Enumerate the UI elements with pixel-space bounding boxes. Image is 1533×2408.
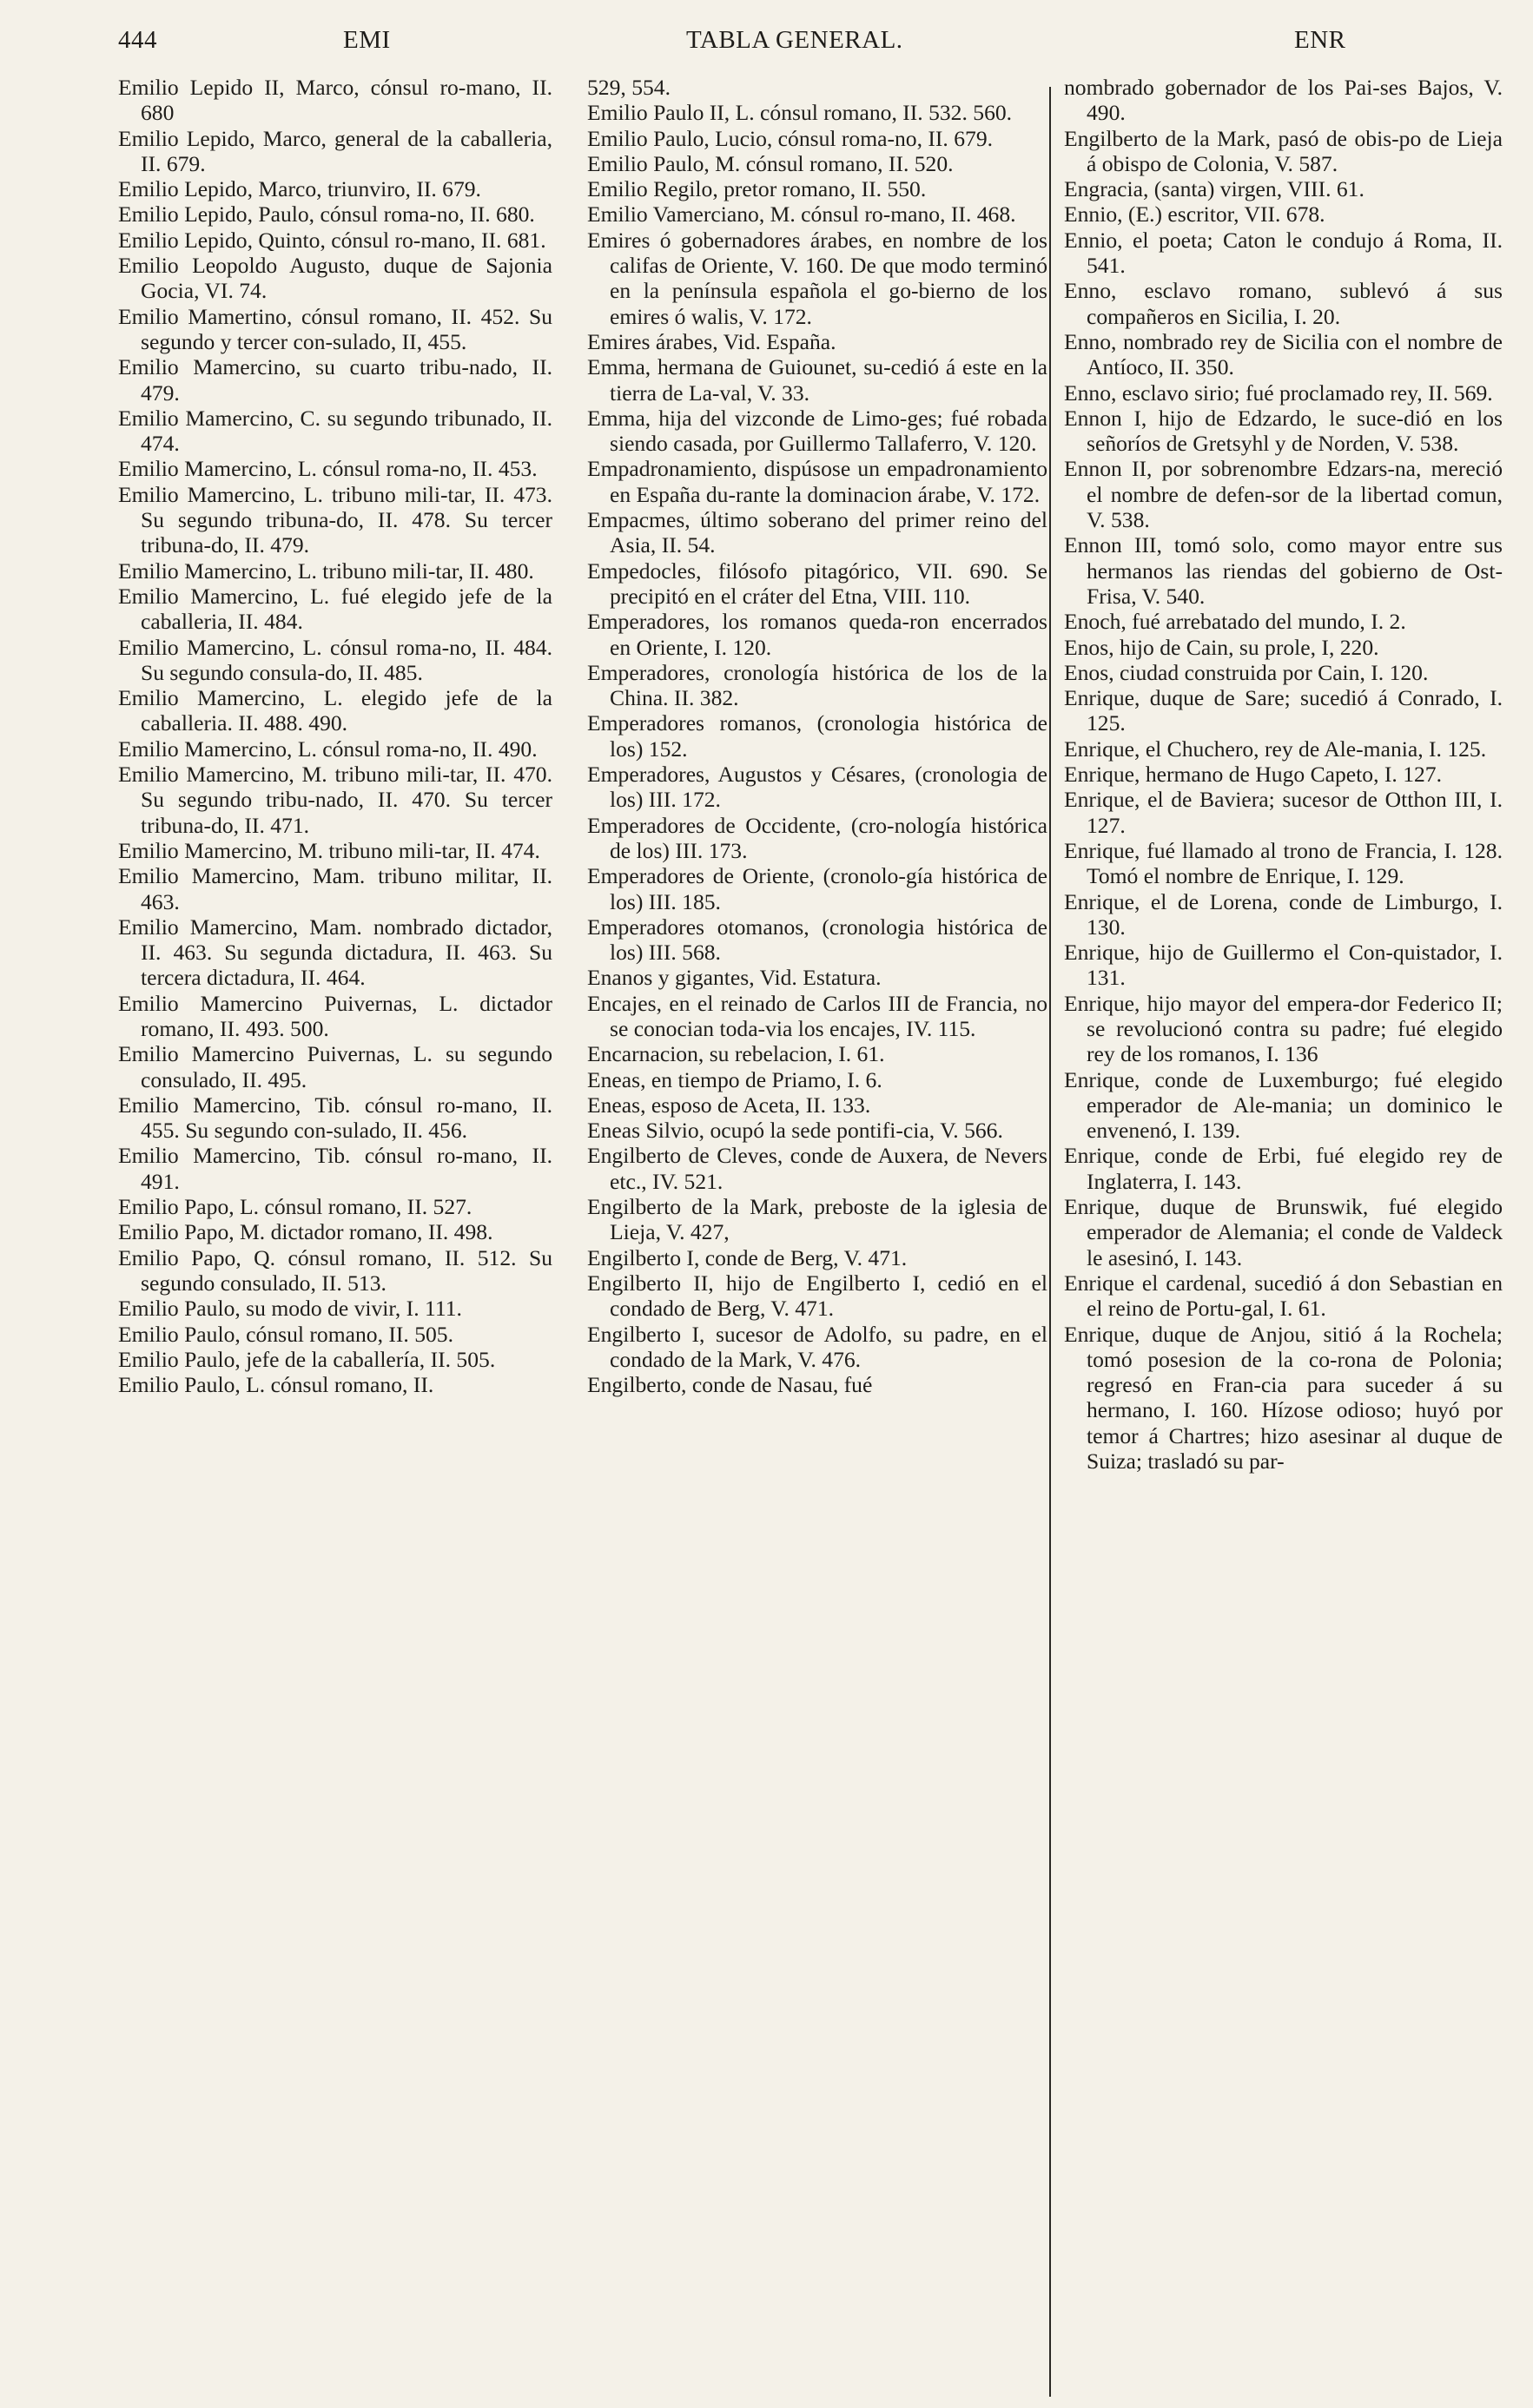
page-title: TABLA GENERAL. xyxy=(686,26,903,54)
index-entry: Emires árabes, Vid. España. xyxy=(587,328,836,354)
index-entry: Engilberto de la Mark, pasó de obis-po de Lieja á obispo de Colonia, V. 587. xyxy=(1064,125,1503,176)
index-entry: Encajes, en el reinado de Carlos III de Francia, no se conocian toda-via los encajes, IV. 115. xyxy=(587,990,1047,1041)
index-entry: Emperadores, los romanos queda-ron encerrados en Oriente, I. 120. xyxy=(587,609,1047,660)
index-entry: Emilio Papo, M. dictador romano, II. 498. xyxy=(118,1219,493,1245)
index-entry: Emilio Mamercino, Tib. cónsul ro-mano, II. 491. xyxy=(118,1143,552,1194)
index-entry: Emilio Mamercino, Mam. tribuno militar, II. 463. xyxy=(118,863,552,914)
index-entry: Eneas Silvio, ocupó la sede pontifi-cia, V. 566. xyxy=(587,1118,1003,1144)
index-entry: Emperadores de Oriente, (cronolo-gía histórica de los) III. 185. xyxy=(587,863,1047,914)
index-entry: Enrique, conde de Luxemburgo; fué elegido emperador de Ale-mania; un dominico le envenenó, I. 139. xyxy=(1064,1066,1503,1144)
index-entry: Emperadores, Augustos y Césares, (cronologia de los) III. 172. xyxy=(587,762,1047,813)
index-entry: Enno, esclavo romano, sublevó á sus compañeros en Sicilia, I. 20. xyxy=(1064,278,1503,329)
index-entry: Emilio Regilo, pretor romano, II. 550. xyxy=(587,176,927,202)
index-entry: Engracia, (santa) virgen, VIII. 61. xyxy=(1064,176,1365,202)
index-entry: Emilio Mamercino, Tib. cónsul ro-mano, II. 455. Su segundo con-sulado, II. 456. xyxy=(118,1092,552,1144)
index-entry: Enrique, el Chuchero, rey de Ale-mania, I. 125. xyxy=(1064,736,1487,762)
index-entry: Engilberto de Cleves, conde de Auxera, de Nevers etc., IV. 521. xyxy=(587,1143,1047,1194)
index-entry: Emilio Paulo, cónsul romano, II. 505. xyxy=(118,1321,453,1347)
index-entry: 529, 554. xyxy=(587,75,671,100)
index-entry: Emilio Mamercino, L. tribuno mili-tar, II. 473. Su segundo tribuna-do, II. 478. Su tercer tribuna-do, II. 479. xyxy=(118,481,552,558)
index-entry: Engilberto de la Mark, preboste de la iglesia de Lieja, V. 427, xyxy=(587,1194,1047,1245)
index-entry: Enos, ciudad construida por Cain, I. 120. xyxy=(1064,659,1429,685)
index-entry: Enrique, conde de Erbi, fué elegido rey de Inglaterra, I. 143. xyxy=(1064,1143,1503,1194)
index-entry: Emilio Paulo, Lucio, cónsul roma-no, II. 679. xyxy=(587,125,994,151)
index-entry: Ennon II, por sobrenombre Edzars-na, mereció el nombre de defen-sor de la libertad comun, V. 538. xyxy=(1064,456,1503,533)
index-entry: Emilio Lepido, Marco, general de la caballeria, II. 679. xyxy=(118,125,552,176)
index-entry: Engilberto II, hijo de Engilberto I, cedió en el condado de Berg, V. 471. xyxy=(587,1270,1047,1322)
index-entry: Eneas, esposo de Aceta, II. 133. xyxy=(587,1092,871,1118)
index-entry: Emilio Papo, L. cónsul romano, II. 527. xyxy=(118,1194,472,1220)
index-entry: Enrique, el de Baviera; sucesor de Otthon III, I. 127. xyxy=(1064,787,1503,838)
index-entry: Emilio Paulo, su modo de vivir, I. 111. xyxy=(118,1296,462,1322)
right-guide-word: ENR xyxy=(1294,26,1346,54)
index-entry: Enoch, fué arrebatado del mundo, I. 2. xyxy=(1064,609,1406,635)
index-entry: Engilberto, conde de Nasau, fué xyxy=(587,1372,873,1398)
index-entry: Ennio, el poeta; Caton le condujo á Roma, II. 541. xyxy=(1064,227,1503,279)
left-guide-word: EMI xyxy=(343,26,391,54)
index-entry: Enrique, duque de Brunswik, fué elegido emperador de Alemania; el conde de Valdeck le asesinó, I. 143. xyxy=(1064,1194,1503,1270)
index-entry: Emilio Mamercino Puivernas, L. su segundo consulado, II. 495. xyxy=(118,1041,552,1092)
index-entry: Enanos y gigantes, Vid. Estatura. xyxy=(587,965,882,991)
index-entry: Emilio Vamerciano, M. cónsul ro-mano, II. 468. xyxy=(587,201,1016,228)
index-entry: Enrique, el de Lorena, conde de Limburgo, I. 130. xyxy=(1064,888,1503,940)
index-entry: Emperadores otomanos, (cronologia histórica de los) III. 568. xyxy=(587,914,1047,966)
index-entry: Emilio Mamercino, C. su segundo tribunado, II. 474. xyxy=(118,405,552,457)
index-entry: Emilio Mamercino, M. tribuno mili-tar, II. 470. Su segundo tribu-nado, II. 470. Su tercer tribuna-do, II. 471. xyxy=(118,762,552,838)
index-entry: Emilio Mamercino, L. cónsul roma-no, II. 490. xyxy=(118,736,538,762)
index-entry: Engilberto I, conde de Berg, V. 471. xyxy=(587,1244,908,1270)
index-entry: Emilio Lepido, Marco, triunviro, II. 679. xyxy=(118,176,481,202)
index-entry: Emires ó gobernadores árabes, en nombre de los califas de Oriente, V. 160. De que modo terminó en la península española el go-bierno de los emires ó walis, V. 172. xyxy=(587,227,1047,329)
index-entry: Enrique el cardenal, sucedió á don Sebastian en el reino de Portu-gal, I. 61. xyxy=(1064,1270,1503,1322)
index-entry: Enrique, fué llamado al trono de Francia, I. 128. Tomó el nombre de Enrique, I. 129. xyxy=(1064,837,1503,889)
index-entry: Emilio Mamertino, cónsul romano, II. 452. Su segundo y tercer con-sulado, II, 455. xyxy=(118,303,552,354)
index-entry: Emperadores, cronología histórica de los de la China. II. 382. xyxy=(587,659,1047,711)
index-entry: Emilio Lepido II, Marco, cónsul ro-mano, II. 680 xyxy=(118,75,552,126)
index-entry: Ennio, (E.) escritor, VII. 678. xyxy=(1064,201,1325,228)
page-header xyxy=(0,19,1533,71)
index-entry: Emma, hija del vizconde de Limo-ges; fué robada siendo casada, por Guillermo Tallaferro, V. 120. xyxy=(587,405,1047,457)
index-entry: Emilio Mamercino, L. cónsul roma-no, II. 484. Su segundo consula-do, II. 485. xyxy=(118,634,552,685)
index-entry: Emperadores de Occidente, (cro-nología histórica de los) III. 173. xyxy=(587,812,1047,863)
index-entry: Enrique, hermano de Hugo Capeto, I. 127. xyxy=(1064,762,1442,788)
index-entry: Emperadores romanos, (cronologia histórica de los) 152. xyxy=(587,710,1047,762)
index-entry: Emilio Mamercino, su cuarto tribu-nado, II. 479. xyxy=(118,354,552,406)
index-entry: Empacmes, último soberano del primer reino del Asia, II. 54. xyxy=(587,507,1047,558)
index-column-1 xyxy=(118,75,552,1397)
index-entry: Ennon I, hijo de Edzardo, le suce-dió en los señoríos de Gretsyhl y de Norden, V. 538. xyxy=(1064,405,1503,457)
index-entry: Emilio Mamercino, L. elegido jefe de la caballeria. II. 488. 490. xyxy=(118,685,552,736)
index-entry: Emilio Paulo, L. cónsul romano, II. xyxy=(118,1372,434,1398)
index-entry: Engilberto I, sucesor de Adolfo, su padre, en el condado de la Mark, V. 476. xyxy=(587,1321,1047,1372)
index-entry: Emilio Paulo, M. cónsul romano, II. 520. xyxy=(587,150,954,176)
index-entry: Emilio Mamercino, M. tribuno mili-tar, II. 474. xyxy=(118,837,540,863)
index-entry: Emilio Paulo, jefe de la caballería, II. 505. xyxy=(118,1346,496,1372)
index-entry: Eneas, en tiempo de Priamo, I. 6. xyxy=(587,1066,882,1092)
index-column-2 xyxy=(587,75,1047,1397)
index-entry: Emilio Mamercino Puivernas, L. dictador romano, II. 493. 500. xyxy=(118,990,552,1041)
column-divider xyxy=(1049,87,1051,2397)
index-entry: Enno, nombrado rey de Sicilia con el nombre de Antíoco, II. 350. xyxy=(1064,328,1503,380)
index-entry: Emma, hermana de Guiounet, su-cedió á este en la tierra de La-val, V. 33. xyxy=(587,354,1047,406)
index-entry: Emilio Mamercino, Mam. nombrado dictador, II. 463. Su segunda dictadura, II. 463. Su tercera dictadura, II. 464. xyxy=(118,914,552,991)
index-entry: Emilio Papo, Q. cónsul romano, II. 512. Su segundo consulado, II. 513. xyxy=(118,1244,552,1296)
index-entry: Emilio Mamercino, L. fué elegido jefe de la caballeria, II. 484. xyxy=(118,583,552,635)
index-entry: Enno, esclavo sirio; fué proclamado rey, II. 569. xyxy=(1064,379,1493,406)
index-entry: Emilio Lepido, Quinto, cónsul ro-mano, II. 681. xyxy=(118,227,546,253)
index-entry: Enrique, duque de Sare; sucedió á Conrado, I. 125. xyxy=(1064,685,1503,736)
index-entry: Emilio Mamercino, L. tribuno mili-tar, II. 480. xyxy=(118,557,534,584)
index-entry: Enos, hijo de Cain, su prole, I, 220. xyxy=(1064,634,1379,660)
index-entry: Ennon III, tomó solo, como mayor entre sus hermanos las riendas del gobierno de Ost-Frisa, V. 540. xyxy=(1064,532,1503,609)
index-entry: Emilio Paulo II, L. cónsul romano, II. 532. 560. xyxy=(587,100,1013,126)
index-entry: Empadronamiento, dispúsose un empadronamiento en España du-rante la dominacion árabe, V. 172. xyxy=(587,456,1047,507)
index-entry: Enrique, duque de Anjou, sitió á la Rochela; tomó posesion de la co-rona de Polonia; regresó en Fran-cia para suceder á su hermano, I. 160. Hízose odioso; huyó por temor á Chartres; hizo asesinar al duque de Suiza; trasladó su par- xyxy=(1064,1321,1503,1474)
index-entry: Emilio Leopoldo Augusto, duque de Sajonia Gocia, VI. 74. xyxy=(118,253,552,304)
index-entry: Enrique, hijo de Guillermo el Con-quistador, I. 131. xyxy=(1064,940,1503,991)
index-entry: Encarnacion, su rebelacion, I. 61. xyxy=(587,1041,885,1067)
index-entry: Enrique, hijo mayor del empera-dor Federico II; se revolucionó contra su padre; fué elegido rey de los romanos, I. 136 xyxy=(1064,990,1503,1067)
index-entry: Empedocles, filósofo pitagórico, VII. 690. Se precipitó en el cráter del Etna, VIII. 110. xyxy=(587,557,1047,609)
index-entry: Emilio Lepido, Paulo, cónsul roma-no, II. 680. xyxy=(118,201,535,228)
index-column-3 xyxy=(1064,75,1503,1474)
index-entry: Emilio Mamercino, L. cónsul roma-no, II. 453. xyxy=(118,456,538,482)
page-number: 444 xyxy=(118,26,157,54)
index-entry: nombrado gobernador de los Pai-ses Bajos, V. 490. xyxy=(1064,75,1503,126)
